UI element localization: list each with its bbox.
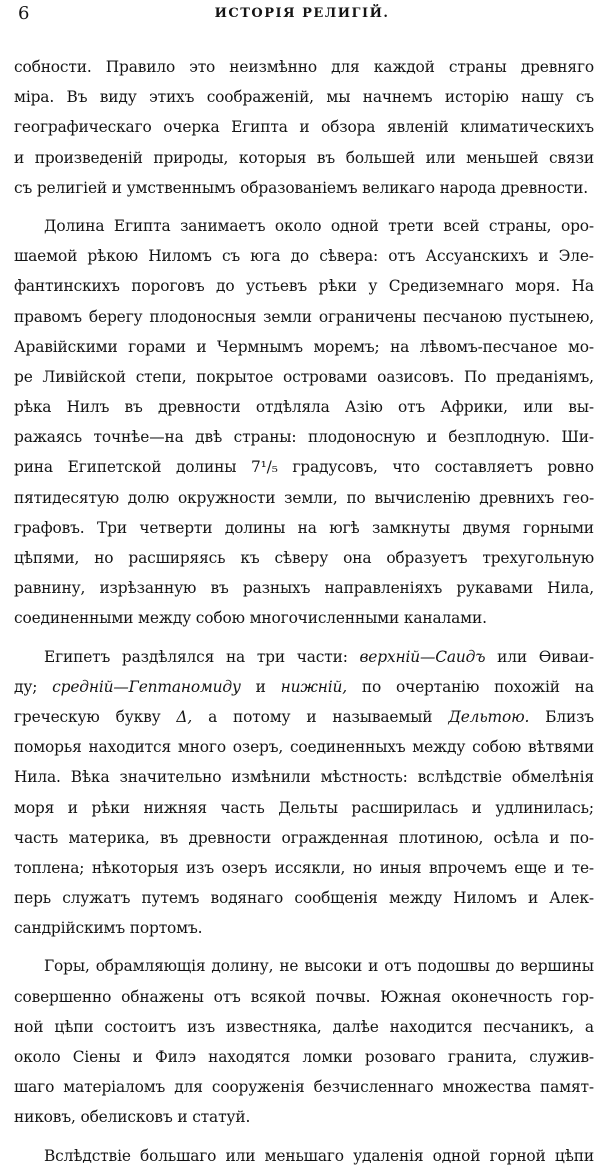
text-line: рина Египетской долины 7¹/₅ градусовъ, что составляетъ ровно <box>14 458 594 477</box>
running-head <box>14 3 590 29</box>
body-text <box>14 52 594 1171</box>
text-line: ной цѣпи состоитъ изъ известняка, далѣе находится песчаникъ, а <box>14 1017 594 1036</box>
text-line: Египетъ раздѣлялся на три части: верхній—Саидъ или Өиваи- <box>44 647 594 666</box>
paragraph <box>14 52 594 203</box>
paragraph <box>14 642 594 944</box>
text-line: географическаго очерка Египта и обзора явленій климатическихъ <box>14 118 594 137</box>
text-line: сандрійскимъ портомъ. <box>14 919 203 938</box>
text-line: около Сіены и Филэ находятся ломки розоваго гранита, служив- <box>14 1048 594 1066</box>
text-line: Нила. Вѣка значительно измѣнили мѣстность: вслѣдствіе обмелѣнія <box>14 768 594 787</box>
text-line: моря и рѣки нижняя часть Дельты расширилась и удлинилась; <box>14 798 594 817</box>
text-line: топлена; нѣкоторыя изъ озеръ иссякли, но иныя впрочемъ еще и те- <box>14 858 594 877</box>
page-number: 6 <box>18 3 30 24</box>
paragraph <box>14 211 594 634</box>
text-line: графовъ. Три четверти долины на югѣ замкнуты двумя горными <box>14 518 594 537</box>
running-title: ИСТОРІЯ РЕЛИГІЙ. <box>214 6 390 21</box>
text-line: и произведеній природы, которыя въ большей или меньшей связи <box>14 148 594 167</box>
text-line: никовъ, обелисковъ и статуй. <box>14 1108 251 1127</box>
text-line: Долина Египта занимаетъ около одной трети всей страны, оро- <box>44 216 594 235</box>
text-line: равнину, изрѣзанную въ разныхъ направленіяхъ рукавами Нила, <box>14 579 594 598</box>
text-line: пятидесятую долю окружности земли, по вычисленію древнихъ гео- <box>14 488 594 507</box>
text-line: рѣка Нилъ въ древности отдѣляла Азію отъ Африки, или вы- <box>14 398 594 417</box>
text-line: міра. Въ виду этихъ соображеній, мы начнемъ исторію нашу съ <box>14 88 594 107</box>
text-line: шаемой рѣкою Ниломъ съ юга до сѣвера: отъ Ассуанскихъ и Эле- <box>14 247 594 266</box>
text-line: совершенно обнажены отъ всякой почвы. Южная оконечность гор- <box>14 987 594 1006</box>
paragraph <box>14 1141 594 1171</box>
text-line: часть материка, въ древности огражденная плотиною, осѣла и по- <box>14 828 594 847</box>
text-line: соединенными между собою многочисленными каналами. <box>14 609 487 628</box>
text-line: греческую букву Δ, а потому и называемый Дельтою. Близъ <box>14 707 594 726</box>
text-line: Горы, обрамляющія долину, не высоки и отъ подошвы до вершины <box>44 957 594 976</box>
text-line: поморья находится много озеръ, соединенныхъ между собою вѣтвями <box>14 738 594 757</box>
text-line: цѣпями, но расширяясь къ сѣверу она образуетъ трехугольную <box>14 549 594 567</box>
text-line: ре Ливійской степи, покрытое островами оазисовъ. По преданіямъ, <box>14 367 594 386</box>
text-line: шаго матеріаломъ для сооруженія безчисленнаго множества памят- <box>14 1078 594 1097</box>
text-line: собности. Правило это неизмѣнно для каждой страны древняго <box>14 58 594 76</box>
text-line: Аравійскими горами и Чермнымъ моремъ; на лѣвомъ-песчаное мо- <box>14 337 594 356</box>
text-line: правомъ берегу плодоносныя земли ограничены песчаною пустынею, <box>14 307 594 326</box>
text-line: съ религіей и умственнымъ образованіемъ великаго народа древности. <box>14 178 589 197</box>
text-line: фантинскихъ пороговъ до устьевъ рѣки у Средиземнаго моря. На <box>14 277 594 296</box>
paragraph <box>14 951 594 1132</box>
text-line: ражаясь точнѣе—на двѣ страны: плодоносную и безплодную. Ши- <box>14 428 594 447</box>
text-line: Вслѣдствіе большаго или меньшаго удаленія одной горной цѣпи <box>44 1146 594 1165</box>
text-line: ду; средній—Гептаномиду и нижній, по очертанію похожій на <box>14 677 594 696</box>
text-line: перь служатъ путемъ водянаго сообщенія между Ниломъ и Алек- <box>14 889 594 908</box>
